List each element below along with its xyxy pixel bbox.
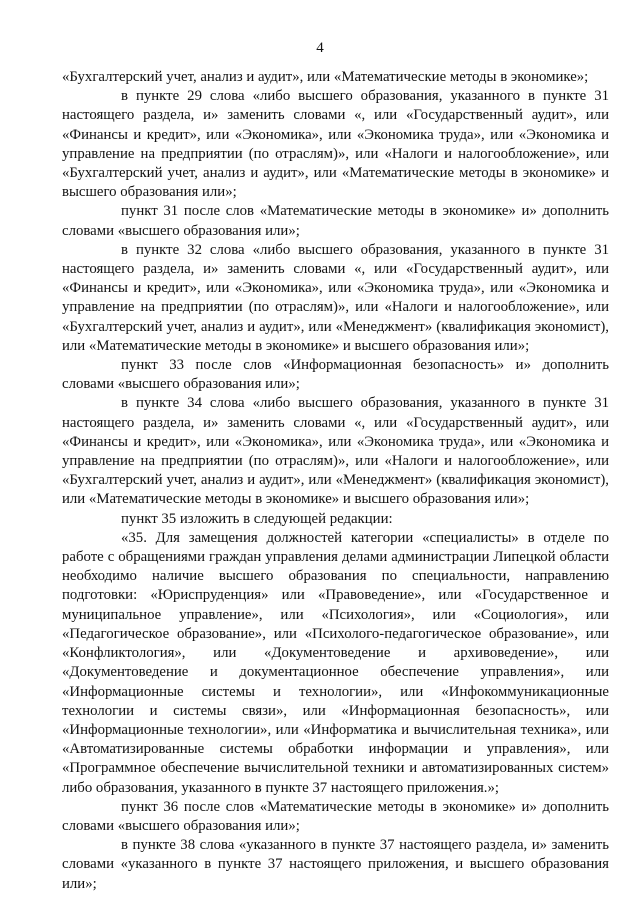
paragraph-1: «Бухгалтерский учет, анализ и аудит», или «Математические методы в экономике»;: [62, 69, 589, 85]
document-body: [62, 68, 609, 894]
paragraph-2: в пункте 29 слова «либо высшего образования, указанного в пункте 31 настоящего раздела, и» заменить словами «, или «Государственный аудит», или «Финансы и кредит», или «Экономика», или «Экономика труда», или «Экономика и управление на предприятии (по отраслям)», или «Налоги и налогообложение», или «Бухгалтерский учет, анализ и аудит», или «Математические методы в экономике» и высшего образования или»;: [62, 88, 609, 201]
page-number: 4: [316, 40, 324, 56]
paragraph-8: «35. Для замещения должностей категории «специалисты» в отделе по работе с обращениями граждан управления делами администрации Липецкой области необходимо наличие высшего образования по специальности, направлению подготовки: «Юриспруденция» или «Правоведение», или «Государственное и муниципальное управление», или «Психология», или «Социология», или «Педагогическое образование», или «Психолого-педагогическое образование», или «Конфликтология», или «Документоведение и архивоведение», или «Документоведение и документационное обеспечение управления», или «Информационные системы и технологии», или «Инфокоммуникационные технологии и системы связи», или «Информационная безопасность», или «Информационные технологии», или «Информатика и вычислительная техника», или «Автоматизированные системы обработки информации и управления», или «Программное обеспечение вычислительной техники и автоматизированных систем» либо образования, указанного в пункте 37 настоящего приложения.»;: [62, 529, 609, 796]
paragraph-9: пункт 36 после слов «Математические методы в экономике» и» дополнить словами «высшего образования или»;: [62, 798, 609, 834]
paragraph-7: пункт 35 изложить в следующей редакции:: [121, 510, 393, 527]
paragraph-10: в пункте 38 слова «указанного в пункте 37 настоящего раздела, и» заменить словами «указанного в пункте 37 настоящего приложения, и высшего образования или»;: [62, 837, 609, 892]
paragraph-4: в пункте 32 слова «либо высшего образования, указанного в пункте 31 настоящего раздела, и» заменить словами «, или «Государственный аудит», или «Финансы и кредит», или «Экономика», или «Экономика труда», или «Экономика и управление на предприятии (по отраслям)», или «Налоги и налогообложение», или «Бухгалтерский учет, анализ и аудит», или «Менеджмент» (квалификация экономист), или «Математические методы в экономике» и высшего образования или»;: [62, 241, 609, 354]
paragraph-6: в пункте 34 слова «либо высшего образования, указанного в пункте 31 настоящего раздела, и» заменить словами «, или «Государственный аудит», или «Финансы и кредит», или «Экономика», или «Экономика труда», или «Экономика и управление на предприятии (по отраслям)», или «Налоги и налогообложение», или «Бухгалтерский учет, анализ и аудит», или «Менеджмент» (квалификация экономист), или «Математические методы в экономике» и высшего образования или»;: [62, 395, 609, 508]
paragraph-3: пункт 31 после слов «Математические методы в экономике» и» дополнить словами «высшего образования или»;: [62, 203, 609, 239]
paragraph-5: пункт 33 после слов «Информационная безопасность» и» дополнить словами «высшего образования или»;: [62, 357, 609, 393]
